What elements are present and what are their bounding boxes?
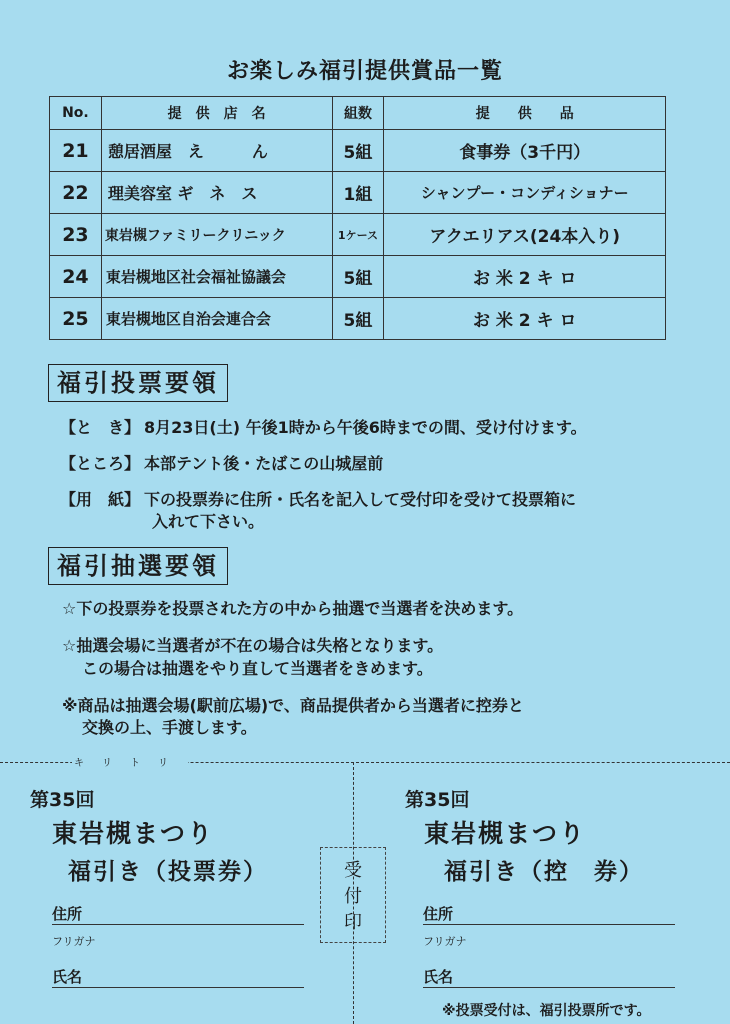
table-row [50, 298, 666, 340]
right-name-label: 氏名 [423, 968, 454, 986]
header-no: No. [50, 97, 102, 130]
table-row [50, 256, 666, 298]
page-title: お楽しみ福引提供賞品一覧 [226, 59, 503, 84]
left-address-label: 住所 [52, 905, 83, 923]
row-no: 21 [50, 130, 102, 172]
reception-stamp-box [320, 847, 386, 943]
row-no: 25 [50, 298, 102, 340]
drawing-line-2: ☆抽選会場に当選者が不在の場合は失格となります。 [62, 636, 444, 655]
left-name-label: 氏名 [52, 968, 83, 986]
drawing-line-5: 交換の上、手渡します。 [82, 718, 257, 737]
row-store: 憩居酒屋 え ん [101, 130, 332, 172]
header-store: 提 供 店 名 [101, 97, 332, 130]
right-ticket-note: ※投票受付は、福引投票所です。 [442, 1003, 651, 1019]
row-item: お 米 2 キ ロ [384, 298, 666, 340]
stamp-char-1: 受 [344, 860, 362, 881]
row-store: 東岩槻ファミリークリニック [101, 214, 332, 256]
row-store: 東岩槻地区社会福祉協議会 [101, 256, 332, 298]
row-no: 22 [50, 172, 102, 214]
paper-text-1: 下の投票券に住所・氏名を記入して受付印を受けて投票箱に [144, 490, 577, 509]
row-qty: 5組 [332, 130, 384, 172]
right-furigana-label: フリガナ [423, 935, 467, 948]
table-header-row [50, 97, 666, 130]
drawing-line-3: この場合は抽選をやり直して当選者をきめます。 [82, 659, 433, 678]
place-label: 【ところ】 [60, 454, 141, 473]
row-item: お 米 2 キ ロ [384, 256, 666, 298]
right-ticket-title: 東岩槻まつり [424, 819, 587, 848]
row-store: 理美容室 ギ ネ ス [101, 172, 332, 214]
table-row [50, 214, 666, 256]
paper-label: 【用 紙】 [60, 490, 141, 509]
place-text: 本部テント後・たばこの山城屋前 [144, 454, 384, 473]
row-qty: 1組 [332, 172, 384, 214]
drawing-heading: 福引抽選要領 [48, 547, 228, 585]
voting-paper-line [60, 488, 576, 512]
header-item: 提 供 品 [384, 97, 666, 130]
right-address-line [423, 924, 675, 925]
row-store: 東岩槻地区自治会連合会 [101, 298, 332, 340]
voting-place-line [60, 452, 383, 476]
right-address-label: 住所 [423, 905, 454, 923]
cut-line-label: キリトリ [72, 754, 188, 769]
stamp-char-3: 印 [344, 912, 362, 933]
row-no: 24 [50, 256, 102, 298]
left-ticket-title: 東岩槻まつり [52, 819, 215, 848]
left-address-line [52, 924, 304, 925]
drawing-line-1: ☆下の投票券を投票された方の中から抽選で当選者を決めます。 [62, 599, 524, 618]
left-ticket-number: 第35回 [30, 789, 95, 811]
voting-time-line [60, 416, 587, 440]
time-label: 【と き】 [60, 418, 141, 437]
right-ticket-number: 第35回 [405, 789, 470, 811]
drawing-line-4: ※商品は抽選会場(駅前広場)で、商品提供者から当選者に控券と [62, 696, 524, 715]
right-ticket-subtitle: 福引き（控 券） [444, 859, 644, 885]
right-name-line [423, 987, 675, 988]
time-text: 8月23日(土) 午後1時から午後6時までの間、受け付けます。 [144, 418, 587, 437]
stamp-char-2: 付 [344, 886, 362, 907]
left-furigana-label: フリガナ [52, 935, 96, 948]
voting-heading: 福引投票要領 [48, 364, 228, 402]
left-ticket-subtitle: 福引き（投票券） [68, 859, 268, 885]
row-qty: 5組 [332, 256, 384, 298]
left-name-line [52, 987, 304, 988]
table-row [50, 130, 666, 172]
prize-table [49, 96, 666, 340]
row-item: シャンプー・コンディショナー [384, 172, 666, 214]
row-item: アクエリアス(24本入り) [384, 214, 666, 256]
row-item: 食事券（3千円） [384, 130, 666, 172]
header-qty: 組数 [332, 97, 384, 130]
table-row [50, 172, 666, 214]
paper-text-2: 入れて下さい。 [152, 512, 265, 531]
row-no: 23 [50, 214, 102, 256]
row-qty: 5組 [332, 298, 384, 340]
row-qty: 1ケース [332, 214, 384, 256]
